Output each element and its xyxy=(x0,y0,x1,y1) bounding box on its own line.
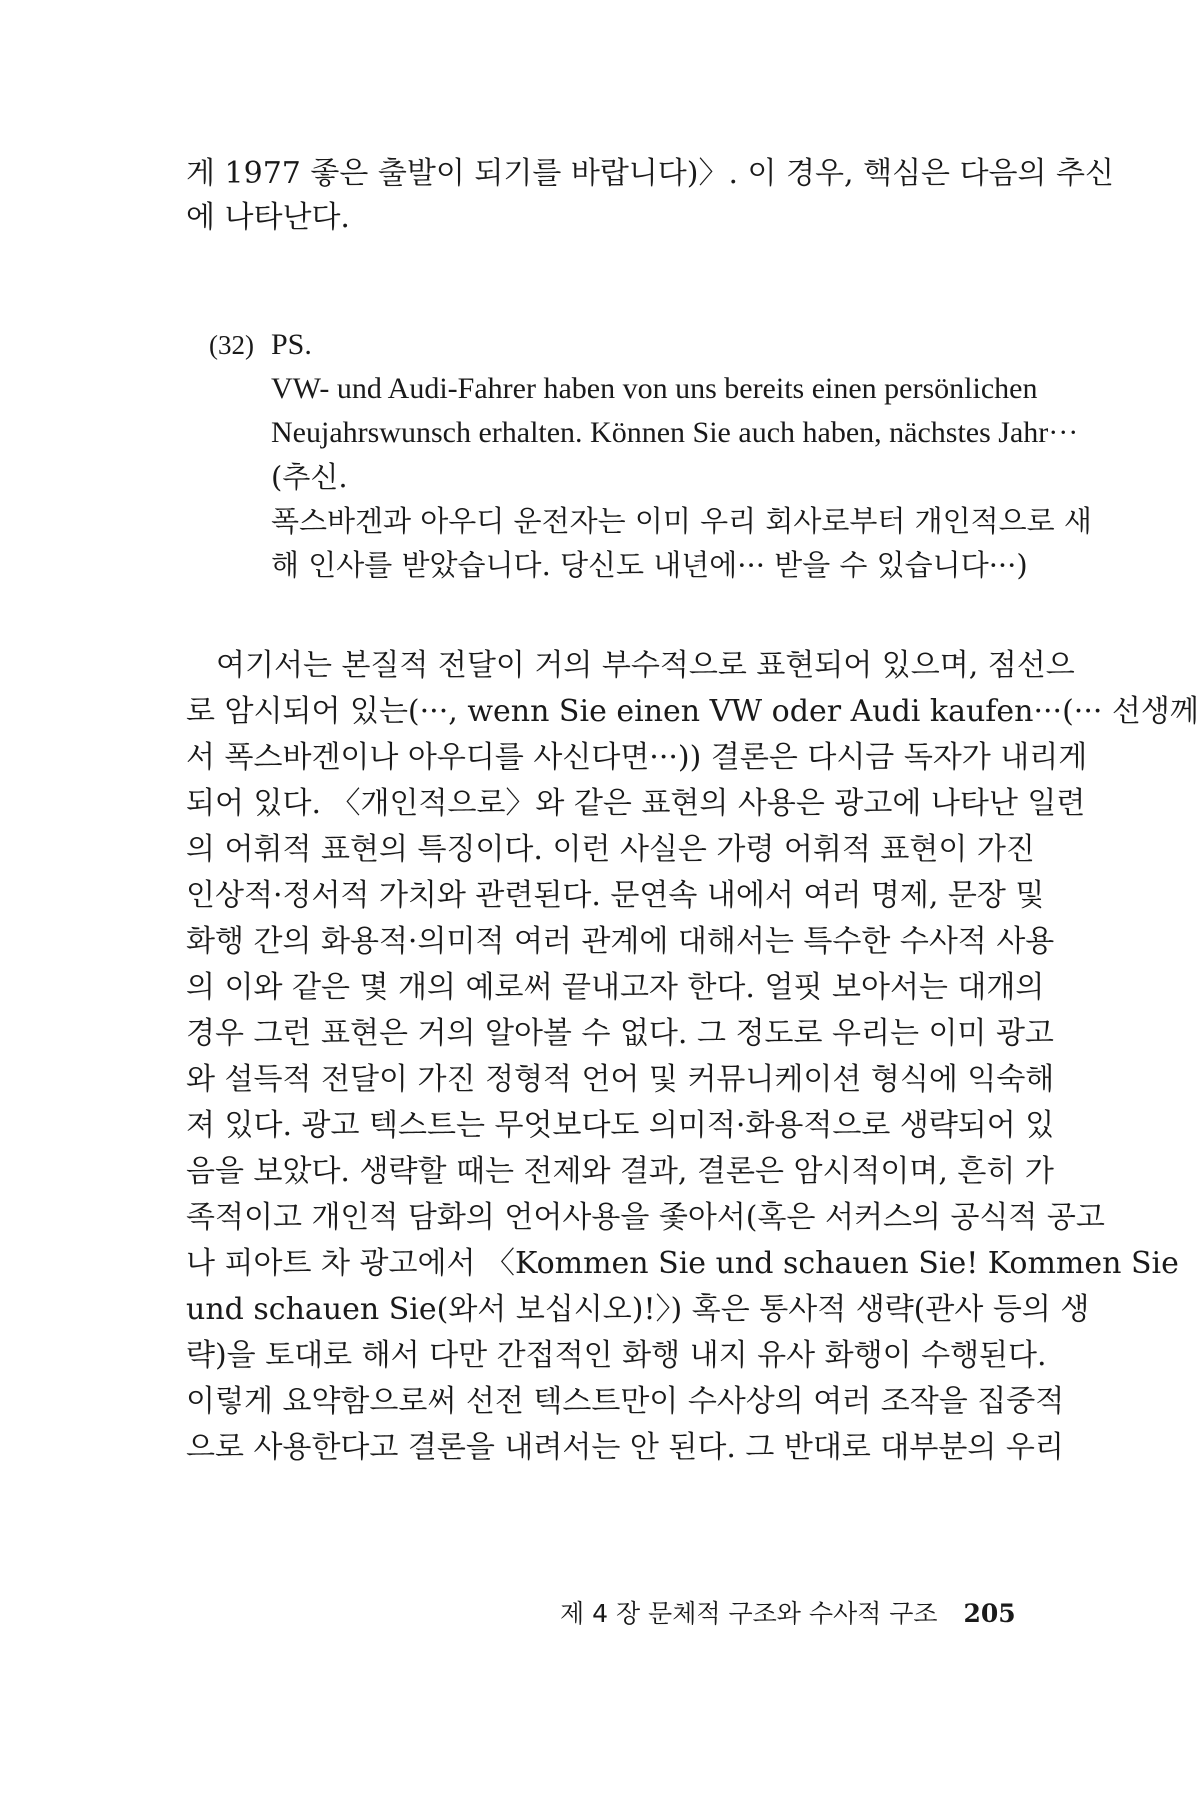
text-line: 게 1977 좋은 출발이 되기를 바랍니다)〉. 이 경우, 핵심은 다음의 추신 xyxy=(186,156,1115,191)
example-line: 해 인사를 받았습니다. 당신도 내년에··· 받을 수 있습니다···) xyxy=(271,548,1028,582)
example-line: VW- und Audi-Fahrer haben von uns bereits einen persönlichen xyxy=(271,372,1038,405)
text-line: und schauen Sie(와서 보십시오)!〉) 혹은 통사적 생략(관사 등의 생 xyxy=(186,1292,1090,1327)
text-line: 서 폭스바겐이나 아우디를 사신다면···)) 결론은 다시금 독자가 내리게 xyxy=(186,740,1088,775)
page-number: 205 xyxy=(963,1599,1016,1628)
text-line: 족적이고 개인적 담화의 언어사용을 좇아서(혹은 서커스의 공식적 공고 xyxy=(186,1200,1105,1235)
example-line: PS. xyxy=(271,328,312,361)
example-line: (추신. xyxy=(271,460,348,494)
text-line: 와 설득적 전달이 가진 정형적 언어 및 커뮤니케이션 형식에 익숙해 xyxy=(186,1062,1055,1097)
text-line: 로 암시되어 있는(···, wenn Sie einen VW oder Audi kaufen···(··· 선생께 xyxy=(186,694,1199,729)
page-footer xyxy=(560,1596,1016,1632)
text-line: 되어 있다. 〈개인적으로〉와 같은 표현의 사용은 광고에 나타난 일련 xyxy=(186,786,1086,821)
text-line: 나 피아트 차 광고에서 〈Kommen Sie und schauen Sie! Kommen Sie xyxy=(186,1246,1179,1281)
text-line: 이렇게 요약함으로써 선전 텍스트만이 수사상의 여러 조작을 집중적 xyxy=(186,1384,1065,1419)
text-line: 음을 보았다. 생략할 때는 전제와 결과, 결론은 암시적이며, 흔히 가 xyxy=(186,1154,1054,1189)
text-line: 의 어휘적 표현의 특징이다. 이런 사실은 가령 어휘적 표현이 가진 xyxy=(186,832,1035,867)
example-line: Neujahrswunsch erhalten. Können Sie auch haben, nächstes Jahr··· xyxy=(271,416,1079,449)
text-line: 여기서는 본질적 전달이 거의 부수적으로 표현되어 있으며, 점선으 xyxy=(186,648,1075,683)
text-line: 경우 그런 표현은 거의 알아볼 수 없다. 그 정도로 우리는 이미 광고 xyxy=(186,1016,1054,1051)
text-line: 인상적·정서적 가치와 관련된다. 문연속 내에서 여러 명제, 문장 및 xyxy=(186,878,1045,913)
text-line: 략)을 토대로 해서 다만 간접적인 화행 내지 유사 화행이 수행된다. xyxy=(186,1338,1047,1373)
text-line: 에 나타난다. xyxy=(186,200,350,235)
chapter-title: 제 4 장 문체적 구조와 수사적 구조 xyxy=(560,1599,938,1628)
text-line: 져 있다. 광고 텍스트는 무엇보다도 의미적·화용적으로 생략되어 있 xyxy=(186,1108,1055,1143)
text-line: 화행 간의 화용적·의미적 여러 관계에 대해서는 특수한 수사적 사용 xyxy=(186,924,1055,959)
text-line: 의 이와 같은 몇 개의 예로써 끝내고자 한다. 얼핏 보아서는 대개의 xyxy=(186,970,1045,1005)
example-line: 폭스바겐과 아우디 운전자는 이미 우리 회사로부터 개인적으로 새 xyxy=(271,504,1092,538)
text-line: 으로 사용한다고 결론을 내려서는 안 된다. 그 반대로 대부분의 우리 xyxy=(186,1430,1064,1465)
example-number: (32) xyxy=(209,330,254,360)
